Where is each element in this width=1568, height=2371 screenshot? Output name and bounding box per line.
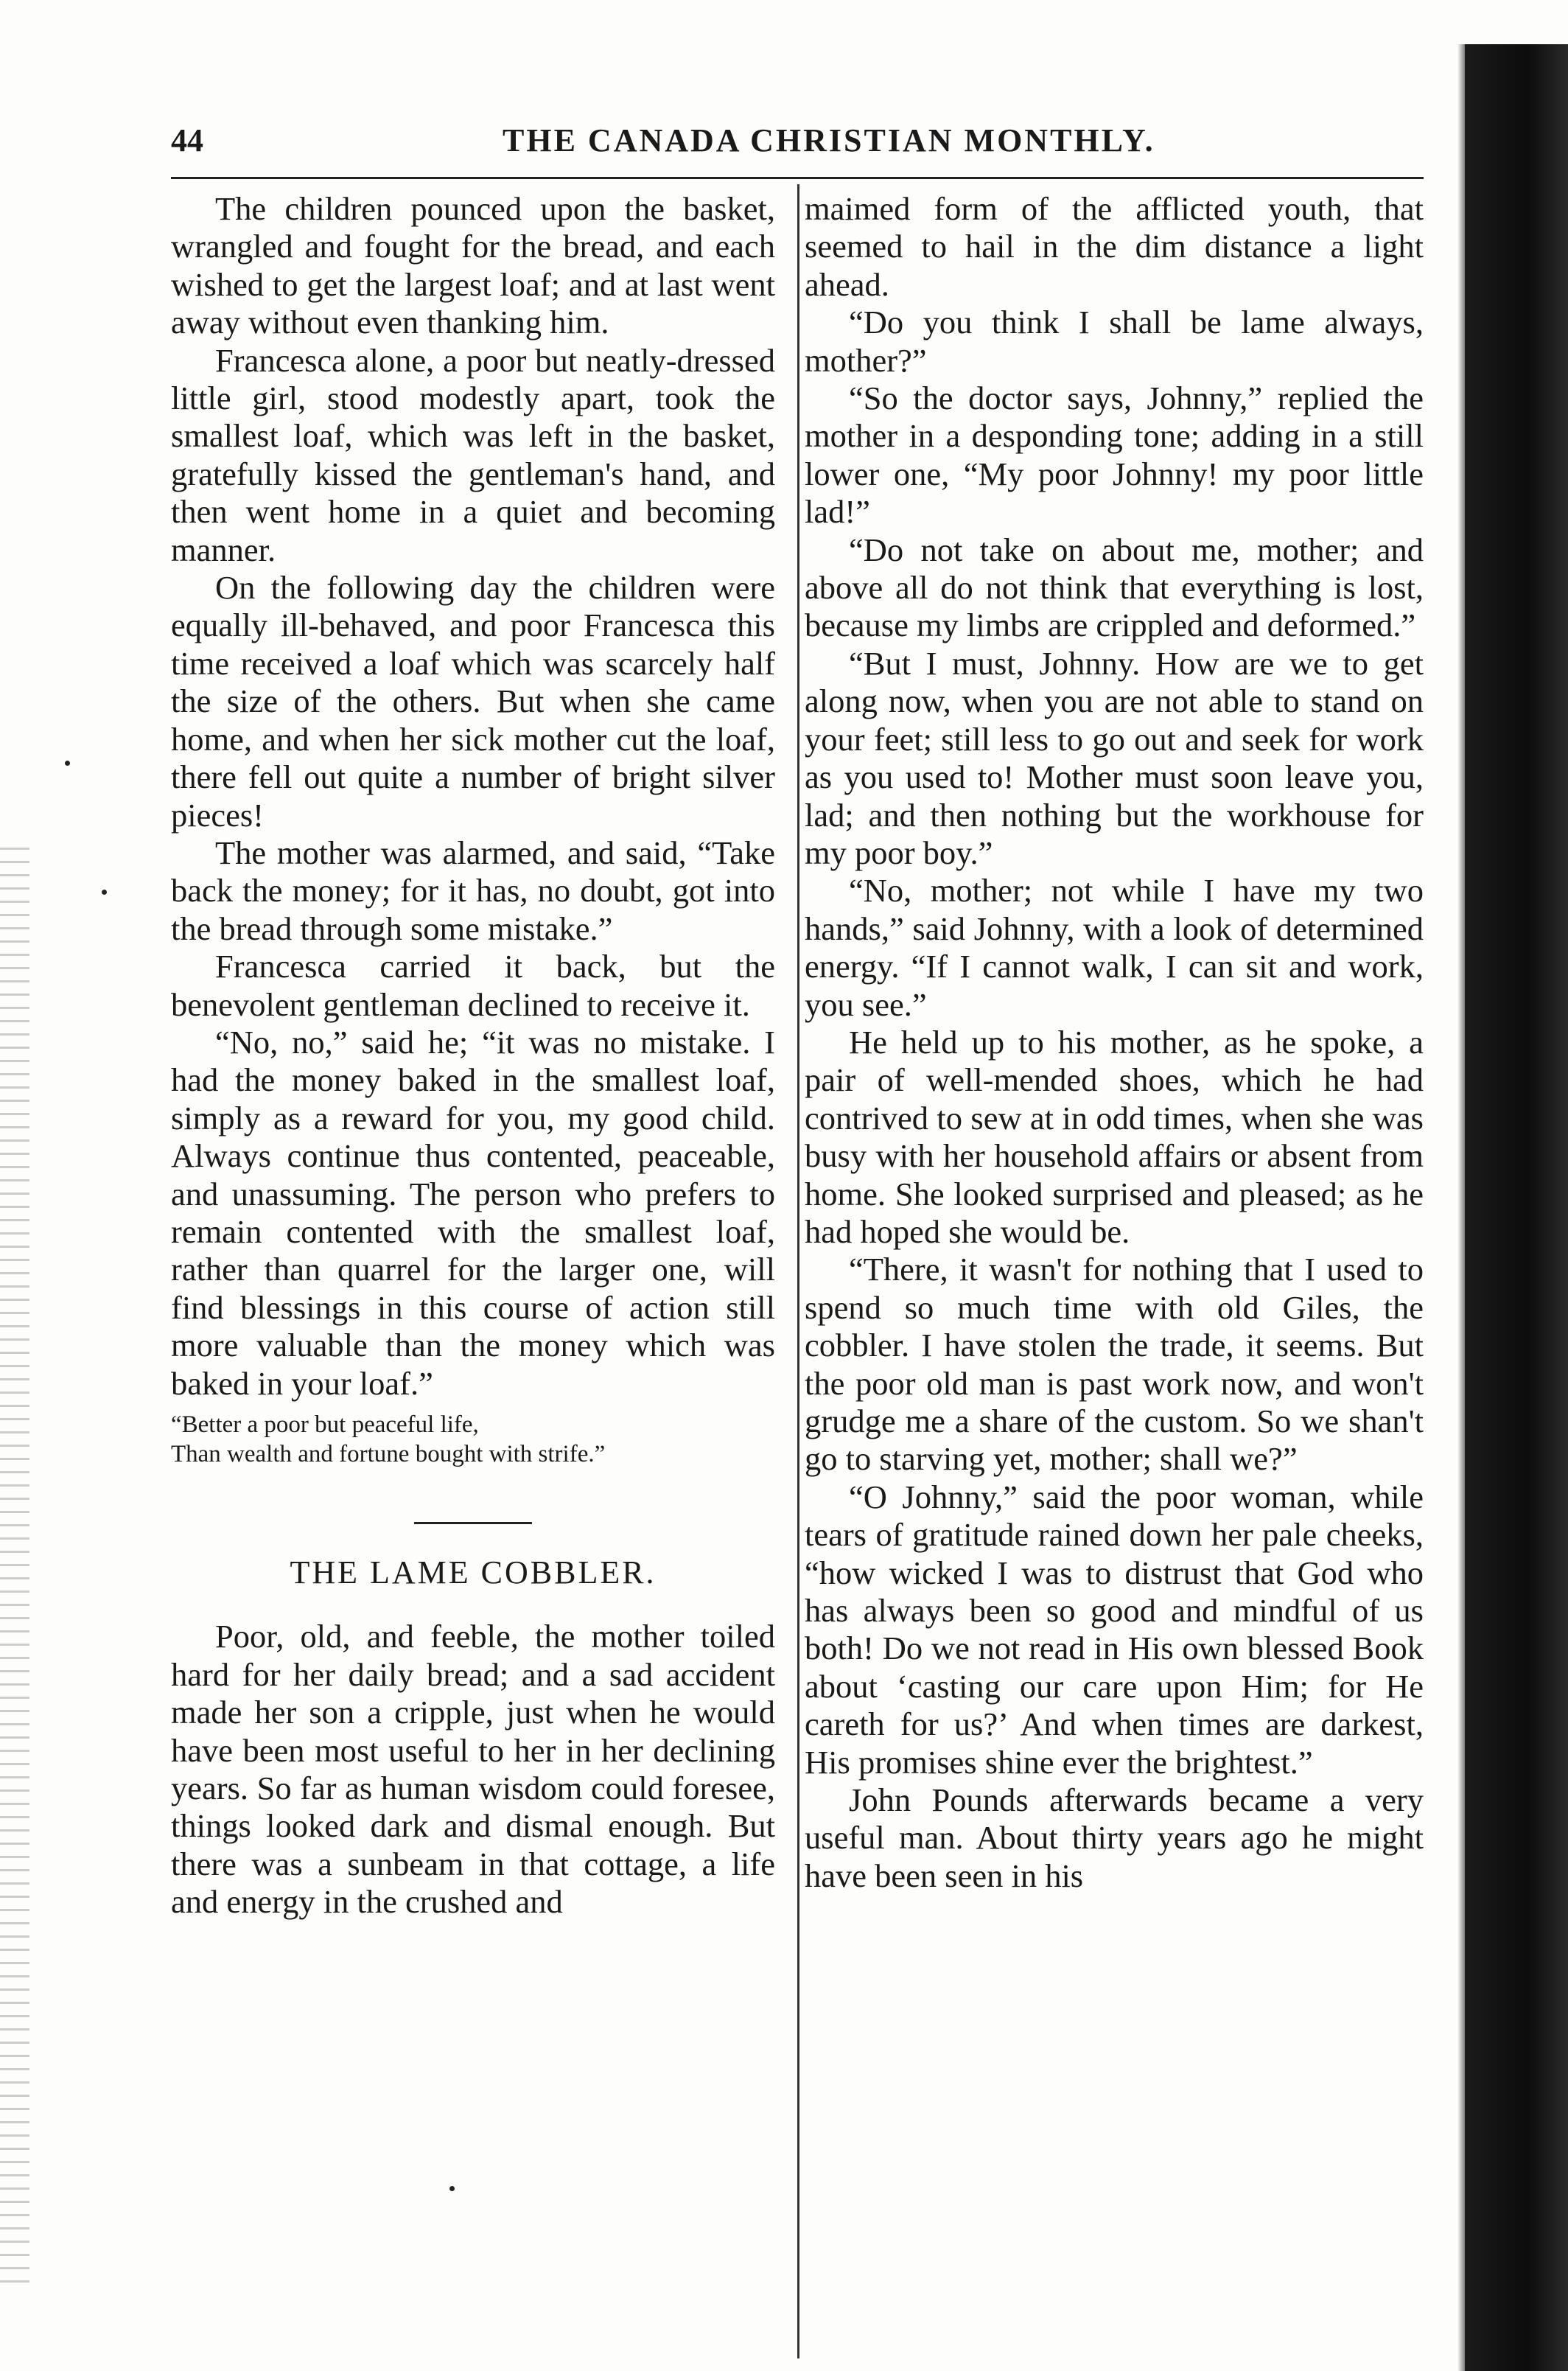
page-header (171, 122, 1424, 173)
header-rule (171, 177, 1424, 179)
paragraph: John Pounds afterwards became a very useful man. About thirty years ago he might have been seen in his (805, 1781, 1424, 1894)
paragraph: The mother was alarmed, and said, “Take back the money; for it has, no doubt, got into the bread through some mistake.” (171, 834, 775, 947)
paragraph: “Do you think I shall be lame always, mother?” (805, 304, 1424, 379)
paragraph-continuation: maimed form of the afflicted youth, that seemed to hail in the dim distance a light ahead. (805, 190, 1424, 303)
scan-speck (65, 761, 70, 766)
paragraph: “O Johnny,” said the poor woman, while tears of gratitude rained down her pale cheeks, “how wicked I was to distrust that God who has always been so good and mindful of us both! Do we not read in His own blessed Book about ‘casting our care upon Him; for He careth for us?’ And when times are darkest, His promises shine ever the brightest.” (805, 1478, 1424, 1781)
paragraph: The children pounced upon the basket, wrangled and fought for the bread, and each wished to get the largest loaf; and at last went away without even thanking him. (171, 190, 775, 341)
paragraph: Francesca alone, a poor but neatly-dressed little girl, stood modestly apart, took the smallest loaf, which was left in the basket, gratefully kissed the gentleman's hand, and then went home in a quiet and becoming manner. (171, 341, 775, 568)
verse-line: Than wealth and fortune bought with strife.” (171, 1441, 606, 1467)
paragraph: Poor, old, and feeble, the mother toiled hard for her daily bread; and a sad accident made her son a cripple, just when he would have been most useful to her in her declining years. So far as human wisdom could foresee, things looked dark and dismal enough. But there was a sunbeam in that cottage, a life and energy in the crushed and (171, 1618, 775, 1921)
scan-edge-shadow (1465, 44, 1568, 2371)
paragraph: “No, no,” said he; “it was no mistake. I had the money baked in the smallest loaf, simply as a reward for you, my good child. Always continue thus contented, peaceable, and unassuming. The person who prefers to remain contented with the smallest loaf, rather than quarrel for the larger one, will find blessings in this course of action still more valuable than the money which was baked in your loaf.” (171, 1023, 775, 1402)
scan-speck (102, 890, 107, 895)
running-title: THE CANADA CHRISTIAN MONTHLY. (503, 122, 1155, 158)
paragraph: He held up to his mother, as he spoke, a pair of well-mended shoes, which he had contrived to sew at in odd times, when she was busy with her household affairs or absent from home. She looked surprised and pleased; as he had hoped she would be. (805, 1023, 1424, 1250)
paragraph: “So the doctor says, Johnny,” replied the mother in a desponding tone; adding in a still lower one, “My poor Johnny! my poor little lad!” (805, 380, 1424, 531)
left-column (171, 190, 775, 1921)
page-number: 44 (171, 122, 203, 158)
verse-line: “Better a poor but peaceful life, (171, 1411, 479, 1438)
paragraph: “No, mother; not while I have my two hands,” said Johnny, with a look of determined energy. “If I cannot walk, I can sit and work, you see.” (805, 872, 1424, 1023)
paragraph: “But I must, Johnny. How are we to get along now, when you are not able to stand on your feet; still less to go out and seek for work as you used to! Mother must soon leave you, lad; and then nothing but the workhouse for my poor boy.” (805, 644, 1424, 871)
column-divider (797, 184, 799, 2358)
verse-couplet (171, 1410, 775, 1469)
scan-speck (449, 2186, 455, 2191)
section-rule (414, 1522, 532, 1524)
paragraph: Francesca carried it back, but the benevolent gentleman declined to receive it. (171, 948, 775, 1023)
paragraph: On the following day the children were equally ill-behaved, and poor Francesca this time received a loaf which was scarcely half the size of the others. But when she came home, and when her sick mother cut the loaf, there fell out quite a number of bright silver pieces! (171, 569, 775, 834)
paragraph: “There, it wasn't for nothing that I used to spend so much time with old Giles, the cobbler. I have stolen the trade, it seems. But the poor old man is past work now, and won't grudge me a share of the custom. So we shan't go to starving yet, mother; shall we?” (805, 1251, 1424, 1478)
scan-margin-noise (0, 848, 29, 2285)
paragraph: “Do not take on about me, mother; and above all do not think that everything is lost, because my limbs are crippled and deformed.” (805, 531, 1424, 644)
right-column (805, 190, 1424, 1895)
section-title: THE LAME COBBLER. (290, 1554, 657, 1590)
